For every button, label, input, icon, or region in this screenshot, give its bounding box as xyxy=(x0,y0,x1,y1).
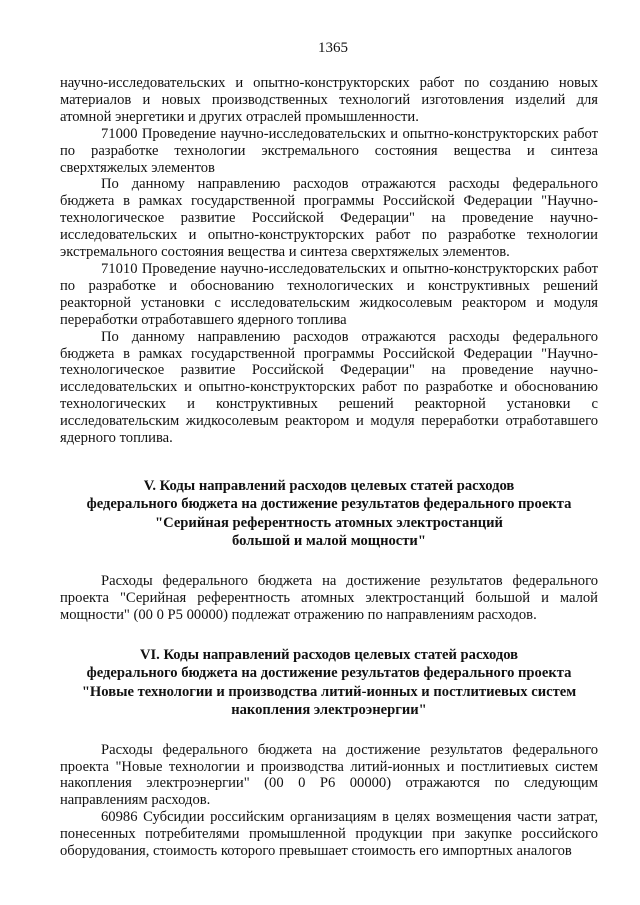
spacer xyxy=(60,720,598,742)
section-5-heading-line: V. Коды направлений расходов целевых статей расходов xyxy=(143,477,515,494)
paragraph-60986: 60986 Субсидии российским организациям в целях возмещения части затрат, понесенных потребителями промышленной продукции при закупке российского оборудования, стоимость которого превышает стоимость его импортных аналогов xyxy=(60,809,598,860)
section-6-heading-line: накопления электроэнергии" xyxy=(231,702,427,719)
section-5-heading-line: большой и малой мощности" xyxy=(232,533,426,550)
section-6-heading-line: VI. Коды направлений расходов целевых статей расходов xyxy=(139,646,519,663)
section-6-heading-line: "Новые технологии и производства литий-ионных и постлитиевых систем xyxy=(81,683,577,700)
paragraph-71000-description: По данному направлению расходов отражаются расходы федерального бюджета в рамках государственной программы Российской Федерации "Научно-технологическое развитие Российской Федерации" на проведение научно-исследовательских и опытно-конструкторских работ по разработке технологии экстремального состояния вещества и синтеза сверхтяжелых элементов. xyxy=(60,176,598,261)
paragraph-71010-description: По данному направлению расходов отражаются расходы федерального бюджета в рамках государственной программы Российской Федерации "Научно-технологическое развитие Российской Федерации" на проведение научно-исследовательских и опытно-конструкторских работ по разработке и обоснованию технологических и конструктивных решений реакторной установки с исследовательским жидкосолевым реактором и модуля переработки отработавшего ядерного топлива. xyxy=(60,328,598,447)
paragraph-71000: 71000 Проведение научно-исследовательских и опытно-конструкторских работ по разработке технологии экстремального состояния вещества и синтеза сверхтяжелых элементов xyxy=(60,125,598,176)
paragraph-71010: 71010 Проведение научно-исследовательских и опытно-конструкторских работ по разработке и обоснованию технологических и конструктивных решений реакторной установки с исследовательским жидкосолевым реактором и модуля переработки отработавшего ядерного топлива xyxy=(60,260,598,328)
spacer xyxy=(60,447,598,477)
paragraph-section-5-body: Расходы федерального бюджета на достижение результатов федерального проекта "Серийная референтность атомных электростанций большой и малой мощности" (00 0 Р5 00000) подлежат отражению по направлениям расходов. xyxy=(60,572,598,623)
section-5-heading-line: "Серийная референтность атомных электростанций xyxy=(155,514,503,531)
spacer xyxy=(60,551,598,573)
page-number: 1365 xyxy=(318,40,348,56)
section-5-heading-line: федерального бюджета на достижение результатов федерального проекта xyxy=(86,496,572,513)
paragraph-section-6-body: Расходы федерального бюджета на достижение результатов федерального проекта "Новые технологии и производства литий-ионных и постлитиевых систем накопления электроэнергии" (00 0 Р6 00000) отражаются по следующим направлениям расходов. xyxy=(60,741,598,809)
spacer xyxy=(60,624,598,646)
section-5-heading xyxy=(60,477,598,551)
section-6-heading-line: федерального бюджета на достижение результатов федерального проекта xyxy=(86,665,572,682)
section-6-heading xyxy=(60,646,598,720)
paragraph-continuation: научно-исследовательских и опытно-конструкторских работ по созданию новых материалов и новых производственных технологий изготовления изделий для атомной энергетики и других отраслей промышленности. xyxy=(60,75,598,125)
